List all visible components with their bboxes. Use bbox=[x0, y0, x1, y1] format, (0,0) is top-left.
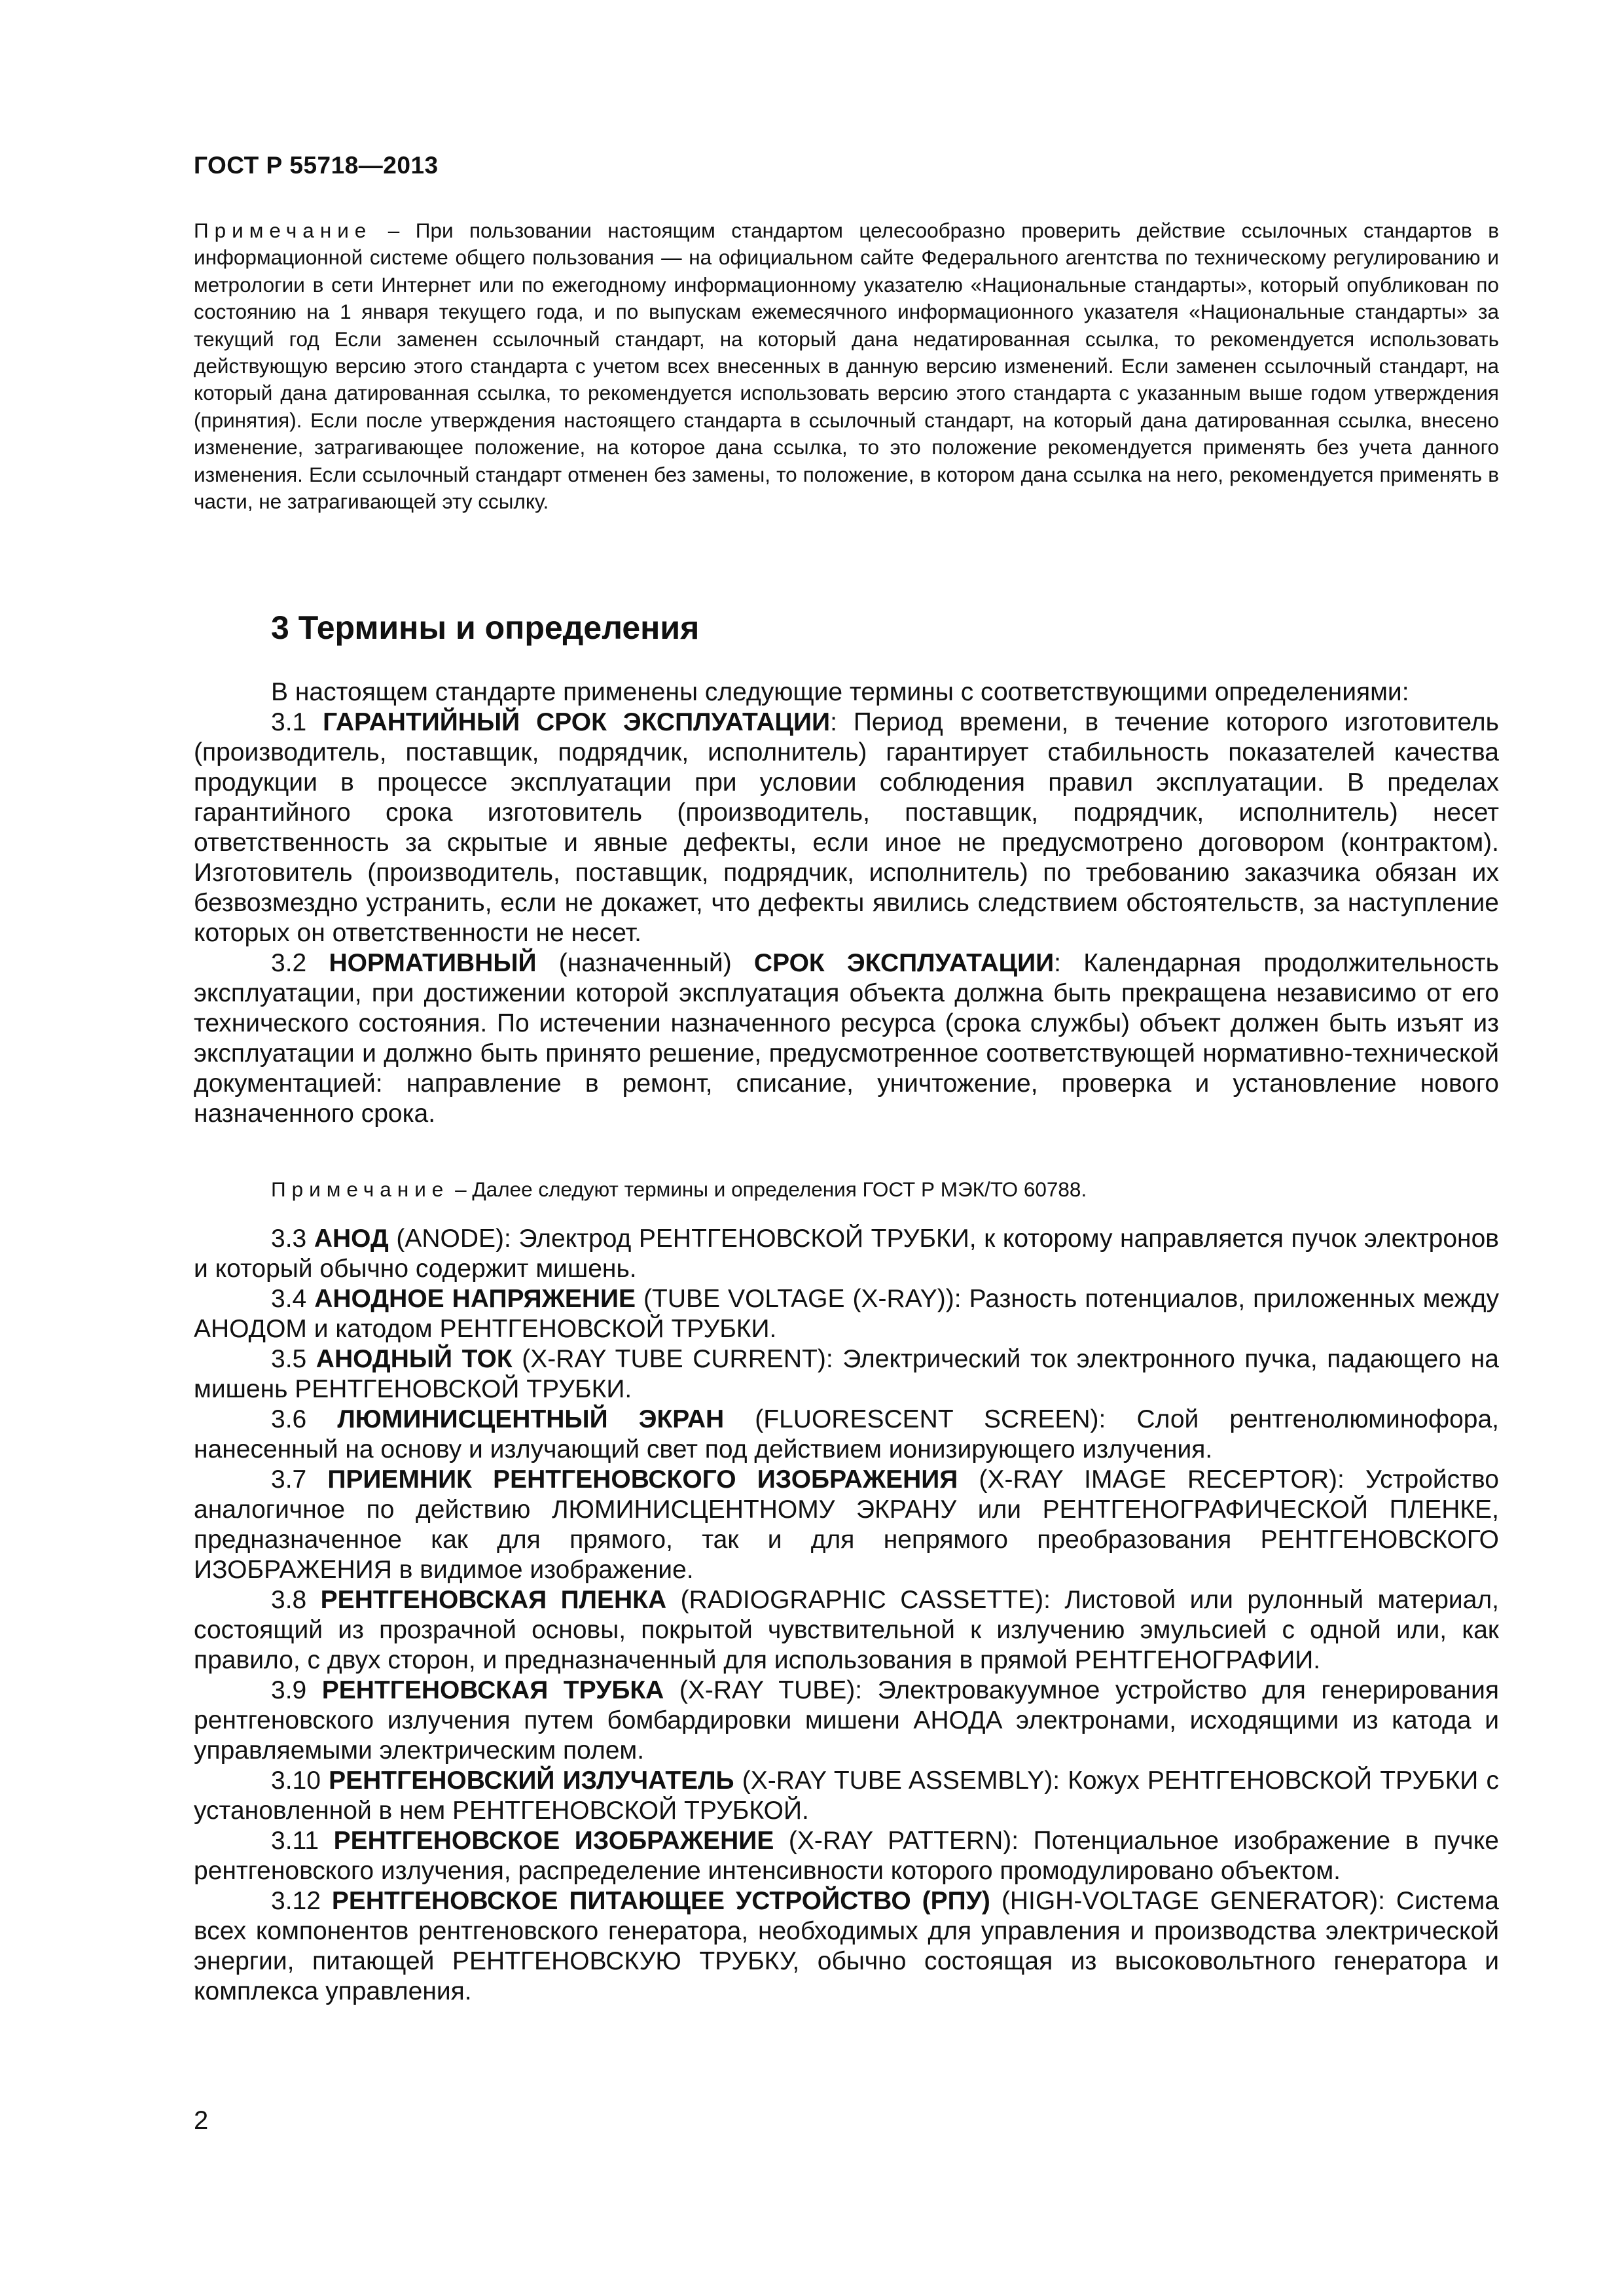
term-name: АНОДНОЕ НАПРЯЖЕНИЕ bbox=[314, 1285, 636, 1313]
term-paragraph bbox=[194, 1676, 1499, 1766]
term-definition: (X-RAY PATTERN): Потенциальное изображение в пучке рентгеновского излучения, распределение интенсивности которого промодулировано объектом. bbox=[194, 1827, 1499, 1885]
term-number: 3.11 bbox=[271, 1827, 334, 1855]
term-definition: : Период времени, в течение которого изготовитель (производитель, поставщик, подрядчик, исполнитель) гарантирует стабильность показателей качества продукции в процессе эксплуатации при условии соблюдения правил эксплуатации. В пределах гарантийного срока изготовитель (производитель, поставщик, подрядчик, исполнитель) несет ответственность за скрытые и явные дефекты, если иное не предусмотрено договором (контрактом). Изготовитель (производитель, поставщик, подрядчик, исполнитель) по требованию заказчика обязан их безвозмездно устранить, если не докажет, что дефекты явились следствием обстоятельств, за наступление которых он ответственности не несет. bbox=[194, 708, 1499, 947]
note-text: – При пользовании настоящим стандартом целесообразно проверить действие ссылочных стандартов в информационной системе общего пользования — на официальном сайте Федерального агентства по техническому регулированию и метрологии в сети Интернет или по ежегодному информационному указателю «Национальные стандарты», который опубликован по состоянию на 1 января текущего года, и по выпускам ежемесячного информационного указателя «Национальные стандарты» за текущий год Если заменен ссылочный стандарт, на который дана недатированная ссылка, то рекомендуется использовать действующую версию этого стандарта с учетом всех внесенных в данную версию изменений. Если заменен ссылочный стандарт, на который дана датированная ссылка, то рекомендуется использовать версию этого стандарта с указанным выше годом утверждения (принятия). Если после утверждения настоящего стандарта в ссылочный стандарт, на который дана датированная ссылка, внесено изменение, затрагивающее положение, на которое дана ссылка, то это положение рекомендуется применять без учета данного изменения. Если ссылочный стандарт отменен без замены, то положение, в котором дана ссылка на него, рекомендуется применять в части, не затрагивающей эту ссылку. bbox=[194, 219, 1499, 514]
section-title: 3 Термины и определения bbox=[271, 609, 700, 646]
term-paragraph bbox=[194, 1405, 1499, 1465]
term-paragraph bbox=[194, 948, 1499, 1129]
term-paragraph bbox=[194, 1224, 1499, 1284]
term-number: 3.5 bbox=[271, 1345, 316, 1373]
term-number: 3.4 bbox=[271, 1285, 315, 1313]
term-paragraph bbox=[194, 708, 1499, 948]
term-paragraph bbox=[194, 1344, 1499, 1405]
standard-id-header: ГОСТ Р 55718—2013 bbox=[194, 152, 439, 179]
term-name: РЕНТГЕНОВСКАЯ ТРУБКА bbox=[321, 1676, 664, 1704]
term-definition: (X-RAY IMAGE RECEPTOR): Устройство аналогичное по действию ЛЮМИНИСЦЕНТНОМУ ЭКРАНУ или РЕНТГЕНОГРАФИЧЕСКОЙ ПЛЕНКЕ, предназначенное как для прямого, так и для непрямого преобразования РЕНТГЕНОВСКОГО ИЗОБРАЖЕНИЯ в видимое изображение. bbox=[194, 1465, 1499, 1584]
term-number: 3.6 bbox=[271, 1405, 338, 1433]
term-number: 3.7 bbox=[271, 1465, 328, 1494]
term-name: РЕНТГЕНОВСКАЯ ПЛЕНКА bbox=[320, 1586, 667, 1614]
term-number: 3.2 bbox=[271, 949, 329, 977]
term-definition: (X-RAY TUBE CURRENT): Электрический ток электронного пучка, падающего на мишень РЕНТГЕНОВСКОЙ ТРУБКИ. bbox=[194, 1345, 1499, 1403]
term-paragraph bbox=[194, 1766, 1499, 1826]
term-definition: (RADIOGRAPHIC CASSETTE): Листовой или рулонный материал, состоящий из прозрачной основы, покрытой чувствительной к излучению эмульсией с одной или, как правило, с двух сторон, и предназначенный для использования в прямой РЕНТГЕНОГРАФИИ. bbox=[194, 1586, 1499, 1674]
term-name: РЕНТГЕНОВСКИЙ ИЗЛУЧАТЕЛЬ bbox=[329, 1767, 734, 1795]
term-name: АНОД bbox=[314, 1225, 389, 1253]
term-definition: (X-RAY TUBE): Электровакуумное устройство для генерирования рентгеновского излучения путем бомбардировки мишени АНОДА электронами, исходящими из катода и управляемыми электрическим полем. bbox=[194, 1676, 1499, 1765]
term-number: 3.9 bbox=[271, 1676, 322, 1704]
term-definition: (ANODE): Электрод РЕНТГЕНОВСКОЙ ТРУБКИ, к которому направляется пучок электронов и который обычно содержит мишень. bbox=[194, 1225, 1499, 1283]
term-paragraph bbox=[194, 1284, 1499, 1344]
term-name: НОРМАТИВНЫЙ bbox=[329, 949, 537, 977]
term-name: ЛЮМИНИСЦЕНТНЫЙ ЭКРАН bbox=[337, 1405, 725, 1433]
term-definition: : Календарная продолжительность эксплуатации, при достижении которой эксплуатация объекта должна быть прекращена независимо от его технического состояния. По истечении назначенного ресурса (срока службы) объект должен быть изъят из эксплуатации и должно быть принято решение, предусмотренное соответствующей нормативно-технической документацией: направление в ремонт, списание, уничтожение, проверка и установление нового назначенного срока. bbox=[194, 949, 1499, 1128]
term-paragraph bbox=[194, 1585, 1499, 1676]
term-paragraph bbox=[194, 1886, 1499, 2007]
term-number: 3.3 bbox=[271, 1225, 314, 1253]
term-name-part2: СРОК ЭКСПЛУАТАЦИИ bbox=[753, 949, 1055, 977]
term-paragraph bbox=[194, 1465, 1499, 1585]
note-source bbox=[271, 1176, 1087, 1203]
note-label: Примечание bbox=[194, 219, 372, 242]
note-label: Примечание bbox=[271, 1177, 450, 1201]
term-name: ГАРАНТИЙНЫЙ СРОК ЭКСПЛУАТАЦИИ bbox=[323, 708, 831, 736]
term-name: ПРИЕМНИК РЕНТГЕНОВСКОГО ИЗОБРАЖЕНИЯ bbox=[327, 1465, 958, 1494]
term-paragraph bbox=[194, 1826, 1499, 1886]
term-number: 3.8 bbox=[271, 1586, 321, 1614]
note-text: – Далее следуют термины и определения ГОСТ Р МЭК/ТО 60788. bbox=[449, 1177, 1087, 1201]
term-name: РЕНТГЕНОВСКОЕ ПИТАЮЩЕЕ УСТРОЙСТВО (РПУ) bbox=[331, 1887, 990, 1915]
term-qualifier: (назначенный) bbox=[536, 949, 754, 977]
term-name: АНОДНЫЙ ТОК bbox=[316, 1345, 513, 1373]
terms-list bbox=[194, 1224, 1499, 2007]
term-definition: (HIGH-VOLTAGE GENERATOR): Система всех компонентов рентгеновского генератора, необходимых для управления и производства электрической энергии, питающей РЕНТГЕНОВСКУЮ ТРУБКУ, обычно состоящая из высоковольтного генератора и комплекса управления. bbox=[194, 1887, 1499, 2005]
term-definition: (TUBE VOLTAGE (X-RAY)): Разность потенциалов, приложенных между АНОДОМ и катодом РЕНТГЕНОВСКОЙ ТРУБКИ. bbox=[194, 1285, 1500, 1343]
term-definition: (X-RAY TUBE ASSEMBLY): Кожух РЕНТГЕНОВСКОЙ ТРУБКИ с установленной в нем РЕНТГЕНОВСКОЙ ТРУБКОЙ. bbox=[194, 1767, 1500, 1825]
note-references bbox=[194, 217, 1499, 515]
term-number: 3.12 bbox=[271, 1887, 332, 1915]
term-definition: (FLUORESCENT SCREEN): Слой рентгенолюминофора, нанесенный на основу и излучающий свет под действием ионизирующего излучения. bbox=[194, 1405, 1499, 1463]
term-number: 3.1 bbox=[271, 708, 323, 736]
section-intro: В настоящем стандарте применены следующие термины с соответствующими определениями: bbox=[271, 678, 1409, 706]
section-body bbox=[194, 677, 1499, 1129]
page-number: 2 bbox=[194, 2106, 209, 2135]
term-number: 3.10 bbox=[271, 1767, 329, 1795]
term-name: РЕНТГЕНОВСКОЕ ИЗОБРАЖЕНИЕ bbox=[333, 1827, 774, 1855]
